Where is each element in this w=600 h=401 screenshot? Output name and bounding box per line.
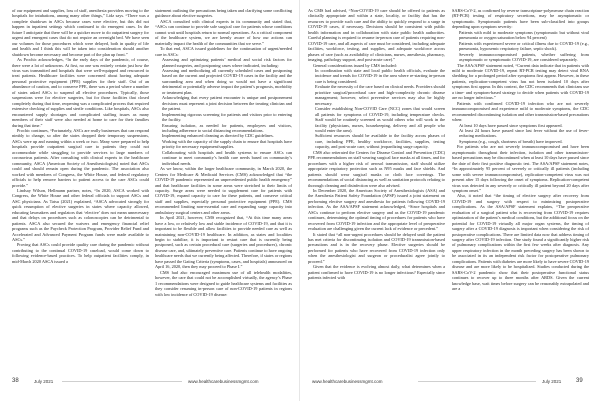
paragraph: As we know, within the larger healthcare community, in March 2020, the Centers for Medicare & Medicaid Services (CMS) acknowledged that “the COVID-19 pandemic represented an unprecedented public health emergency” and that healthcare facilities in some areas were stretched to their limits of capacity. Surge areas were needed to supplement care for patients with COVID-19, expand capacity to care for these patients, and conserve critical staff and supplies, especially personal protective equipment (PPE). CMS recommended limiting non-essential care and expanding surge capacity into ambulatory surgical centers and other areas. xyxy=(155,166,292,215)
footer-rule-right xyxy=(418,381,536,382)
paragraph: Given that the evidence is evolving almost daily, what determines when a patient confirmed to have COVID-19 is no longer infectious? Especially since patients infected with xyxy=(308,264,445,281)
paragraph: of our equipment and supplies, loss of staff, anesthesia providers moving to the hospitals for intubations, among many other things,” Lidz says. “There was a complete shutdown in ASCs because cases were elective, but this did not happen in inpatient settings which continued to do emergent cases. In the future I anticipate that there will be a quicker move to do outpatient surgery for urgent and emergent cases that do not require an overnight bed. We have seen our volumes for those procedures which were delayed, both in quality of life and health and I think this will be taken into consideration should another shutdown become necessary and become part of the plan up front.” xyxy=(12,8,149,57)
list-item: • Implementing rigorous screening for patients and visitors prior to entering the facility. xyxy=(162,112,292,123)
list-item: • Sufficient resources should be available to the facility across phases of care, including PPE, healthy workforce, facilities, supplies, testing capacity, and post-acute care, without jeopardizing surge capacity. xyxy=(315,133,445,149)
list-item: • Evaluate the necessity of the care based on clinical needs. Providers should prioritize surgical/procedural care and high-complexity chronic disease management; however, select preventive services may also be highly necessary. xyxy=(315,84,445,106)
paragraph: Also, it noted that “the timing of elective surgery after recovery from COVID-19 and surgery with respect to minimizing postoperative complications. As the ASA/APSF statement explains, “The preoperative evaluation of a surgical patient who is recovering from COVID-19 requires optimization of the patient’s medical conditions, but the additional focus on the potential for COVID-19 virtually all major organ systems, the timing of surgery after a COVID-19 diagnosis is important when considering the risk of postoperative complications. There are limited data now that address timing of surgery after COVID-19 infection. One study found a significantly higher risk of pulmonary complications within the first few weeks after diagnosis. Any upper respiratory infection in the month preceding surgery has been shown to be associated in its an independent risk factor for postoperative pulmonary complications. Patients with diabetes are more likely to have severe COVID-19 disease and are more likely to be hospitalized. Studies conducted during the SARS-CoV-2 pandemic show that their postoperative functional status continues to recover up to three months after ARDS. Given the current knowledge base, wait times before surgery can be reasonably extrapolated and are a xyxy=(452,193,589,292)
paragraph: CMS also reiterated the Centers for Disease Control and Prevention (CDC) PPE recommendations on staff wearing surgical face masks at all times, and for procedures with a higher risk of aerosol transmission, staff should utilize appropriate respiratory protection such as N95 masks and face shields. And patients should wear surgical masks or cloth face coverings. The recommendations of social distancing as well as sanitation protocols relating to thorough cleaning and disinfection were also advised. xyxy=(308,149,445,188)
site-url-right[interactable]: www.healthcarebusinessmgmt.com xyxy=(312,379,383,384)
issue-date-right: July 2021 xyxy=(542,379,562,384)
list-item: • Symptoms (e.g., cough, shortness of breath) have improved. xyxy=(459,139,589,144)
list-item: • Collaborating with hospitals and health systems to ensure ASCs can continue to meet community’s health care needs based on community’s individual needs. xyxy=(162,150,292,166)
symptom-group-list xyxy=(452,30,589,63)
issue-date-left: July 2021 xyxy=(34,379,54,384)
column-1 xyxy=(12,8,149,360)
paragraph: Patients with confirmed COVID-19 infection who are not severely immunocompromised and experience mild to moderate symptoms, the CDC recommended discontinuing isolation and other transmission-based precautions when: xyxy=(452,100,589,123)
paragraph: statement outlining the precautions being taken and clarifying some conflicting guidance about elective surgeries. xyxy=(155,8,292,19)
paragraph: Prochic continues, “Fortunately, ASCs are really businesses that can respond nimbly to change, so after the states dropped their temporary suspensions, ASCs were up and running within a week or two. Many were prepared to help hospitals provide outpatient surgical care to patients they could not accommodate while struggling to provide services to large numbers of coronavirus patients. After consulting with clinical experts in the healthcare community, ASCA (American Society of Anesthesiologists) noted that ASCs could and should remain open during the pandemic. The association also worked with members of Congress, the White House, and federal regulatory officials to help remove barriers to patient access to the care ASCs could provide.” xyxy=(12,127,149,188)
page-footer xyxy=(0,372,600,392)
list-item: • Working with the capacity of the supply chain to ensure that hospitals have priority for necessary equipment/supplies. xyxy=(162,139,292,150)
list-item: • Patients with experienced severe or critical illness due to COVID-19 (e.g., pneumonia, hypoxemic respiratory failure, septic shock). xyxy=(459,41,589,52)
list-item: • Assessing and methodizing all currently scheduled cases and postponing based on the current and projected COVID-19 cases in the facility and the surrounding area and when doing so would not have a significant detrimental or potentially adverse impact the patient’s prognosis, morbidity or treatment plan. xyxy=(162,68,292,95)
list-item: • In coordination with state and local public health officials, evaluate the incidence and trends for COVID-19 in the area where re-starting in-person care is being considered. xyxy=(315,68,445,84)
list-item: • At least 24 hours have passed since last fever without the use of fever-reducing medications. xyxy=(459,128,589,139)
list-item: • Implementing enhanced cleaning as directed by CDC guidelines. xyxy=(162,133,292,138)
list-item: • At least 10 days have passed since symptoms first appeared. xyxy=(459,123,589,128)
paragraph: As Prochic acknowledges, “In the early days of the pandemic, of course, there were a lot of unknowns. At first, no one was entirely certain just how the virus was transmitted and hospitals that were well-equipped and resourced to treat patients. Healthcare facilities were concerned about having adequate personal protective equipment (PPE) supplies for their staff. Out of an abundance of caution, and to conserve PPE, there was a period where a number of states asked ASCs to suspend all elective procedures. Typically, those suspensions were for elective surgeries, but for those facilities that closed completely during that time, reopening was a complicated process that required extensive checking of supplies and sterile conditions. Like hospitals, ASCs also encountered supply shortages and complicated staffing issues as many members of their staff were also needed at home to care for their families during that time.” xyxy=(12,57,149,128)
guideline-list xyxy=(155,57,292,166)
list-item: • Consider establishing Non-COVID Care (NCC) zones that would screen all patients for symptoms of COVID-19, including temperature checks. Staff would be routinely screened as would others who will work in the facility (physicians, nurses, housekeeping, delivery and all people who would enter the area). xyxy=(315,106,445,133)
paragraph: Proving that ASCs could provide quality care during the pandemic without contributing to the continual COVID-19 caseload, would come down to following evidence-based practices. To help outpatient facilities comply, in mid-March 2020 ASCA issued a xyxy=(12,242,149,264)
paragraph: To that end, ASCA issued guidelines for the continuation of urgent/needed care in ASCs: xyxy=(155,46,292,57)
column-3 xyxy=(308,8,445,360)
list-item: • Ensuring isolation, as needed for patients, employees and visitors, including adherence to social distancing recommendations. xyxy=(162,123,292,134)
paragraph: As CMS had advised, “Non-COVID-19 care should be offered to patients as clinically appropriate and within a state, locality, or facility that has the resources to provide such care and the ability to quickly respond to a surge in COVID-19 cases, if necessary. Decisions should be consistent with public health information and in collaboration with state public health authorities. Careful planning is required to resume in-person care of patients requiring non-COVID-19 care, and all aspects of care must be considered, including adequate facilities, workforce, testing, and supplies, and adequate workforce across phases of care (such as availability of clinicians, nurses, anesthesia, pharmacy, imaging, pathology support, and post-acute care).” xyxy=(308,8,445,63)
paragraph: SARS-CoV-2, as confirmed by reverse transcriptase-polymerase chain reaction (RT-PCR) testing of respiratory secretions, may be asymptomatic or symptomatic. Symptomatic patients have been sub-classified into groups depending upon symptom severity: xyxy=(452,8,589,30)
paragraph: It stated that “all non-urgent procedures should be delayed until the patient has met criteria for discontinuing isolation and COVID-19 transmission-based precautions and is in the recovery phase. Elective surgeries should be performed for patients who have recovered from COVID-19 infection only when the anesthesiologist and surgeon or proceduralist agree jointly to proceed.” xyxy=(308,231,445,264)
considerations-list xyxy=(308,68,445,150)
list-item: • Acknowledging that every patient encounter is unique and postponement decisions must represent a joint decision between the treating clinician and the patient. xyxy=(162,95,292,111)
page-gutter xyxy=(299,0,300,401)
column-2 xyxy=(155,8,292,360)
paragraph: In December 2020, the American Society of Anesthesiologists (ASA) and the Anesthesia Patient Safety Foundation (APSF) issued a joint statement on performing elective surgery and anesthesia for patients following COVID-19 infection. As the ASA/APSF statement acknowledged, “Since hospitals and ASCs continue to perform elective surgery and as the COVID-19 pandemic continues, determining the optimal timing of procedures for patients who have recovered from COVID-19 infection and the appropriate level of preoperative evaluation are challenging given the current lack of evidence or precedent.” xyxy=(308,187,445,232)
site-url-left[interactable]: www.healthcarebusinessmgmt.com xyxy=(188,379,259,384)
paragraph: In April 2021, however, CMS recognized that, “At this time many areas have a low, or relatively low and stable incidence of COVID-19, and that it is important to be flexible and allow facilities to provide needed care as well as maintaining non-COVID-19 healthcare. In addition, as states and localities begin to stabilize, it is important to restart care that is currently being postponed, such as certain procedural care (surgeries and procedures), chronic disease care, and, ultimately preventive care. Patients continue to have ongoing healthcare needs that we currently being affected. Therefore, if states or regions have passed the Gating Criteria (symptoms, cases, and hospitals) announced on April 16, 2020, then they may proceed to Phase I.” xyxy=(155,215,292,270)
paragraph: Lindsay Wilson, Hellmann partner, notes, “In 2020, ASCA worked with Congress, the White House and other federal officials to support ASCs and ASC physicians. As Tatsu (2021) explained, “ASCA advocated strongly for quick resumption of elective surgeries in states where capacity allowed, educating lawmakers and regulators that ‘elective’ does not mean unnecessary and that delays on procedures such as colonoscopies can be detrimental to patients. ASCA also secured the waivers and emergency financial relief programs such as the Paycheck Protection Program, Provider Relief Fund and Accelerated and Advanced Payment Program funds were made available to ASCs.” xyxy=(12,187,149,243)
paragraph: General considerations issued by CMS included: xyxy=(313,62,397,68)
list-item: • Patients with mild to moderate symptoms (symptomatic but without viral pneumonia or oxygen saturation below 94 percent) xyxy=(459,30,589,41)
paragraph: The ASA/APSF statement noted, “Current data indicate that in patients with mild to moderate COVID-19, repeat RT-PCR testing may detect viral RNA shedding for a prolonged period after symptoms first appear. However, in these patients, replication-competent virus has not been isolated 10 days after symptoms first appear. In this context, the CDC recommends that clinicians use a time- and symptom-based strategy to decide when patients with COVID-19 are no longer infectious.” xyxy=(452,62,589,101)
column-4 xyxy=(452,8,589,360)
paragraph: ASCA consulted with clinical experts in its community and stated that, “ASCs can continue to provide safe surgical care for patients whose conditions cannot wait until hospitals return to normal operations. As a critical component of the healthcare system, we are keenly aware of how our actions can materially impact the health of the communities that we serve.” xyxy=(155,18,292,46)
list-item: • Assessing and optimizing patients’ medical and social risk factors for planned surgeries, and postponing cases where indicated, including: xyxy=(162,57,292,68)
paragraph: CMS had also encouraged maximum use of all telehealth modalities, however, the care that could not be accomplished virtually, the agency’s Phase 1 recommendations were designed to guide healthcare systems and facilities as they consider resuming in-person care of non-COVID-19 patients in regions with low incidence of COVID-19 disease: xyxy=(155,269,292,297)
page-number-right: 39 xyxy=(576,378,583,384)
isolation-criteria-list xyxy=(452,123,589,145)
paragraph: For patients who are not severely immunocompromised and have been asymptomatic throughout their infection, isolation and other transmission-based precautions may be discontinued when at least 10 days have passed since the date of their first positive diagnostic test. The ASA/APSF statement notes, “In approximately 95 percent of severely or critically ill patients (including some with severe immunocompromise), replication-competent virus was not present after 15 days following the onset of symptoms. Replication-competent virus was detected in any severely or critically ill patient beyond 20 days after symptom onset.” xyxy=(452,144,589,193)
footer-rule-left xyxy=(62,381,182,382)
page-number-left: 38 xyxy=(12,378,19,384)
list-item: • Severely immunocompromised patients, whether suffering from asymptomatic or symptomatic COVID-19, are considered separately. xyxy=(459,52,589,63)
